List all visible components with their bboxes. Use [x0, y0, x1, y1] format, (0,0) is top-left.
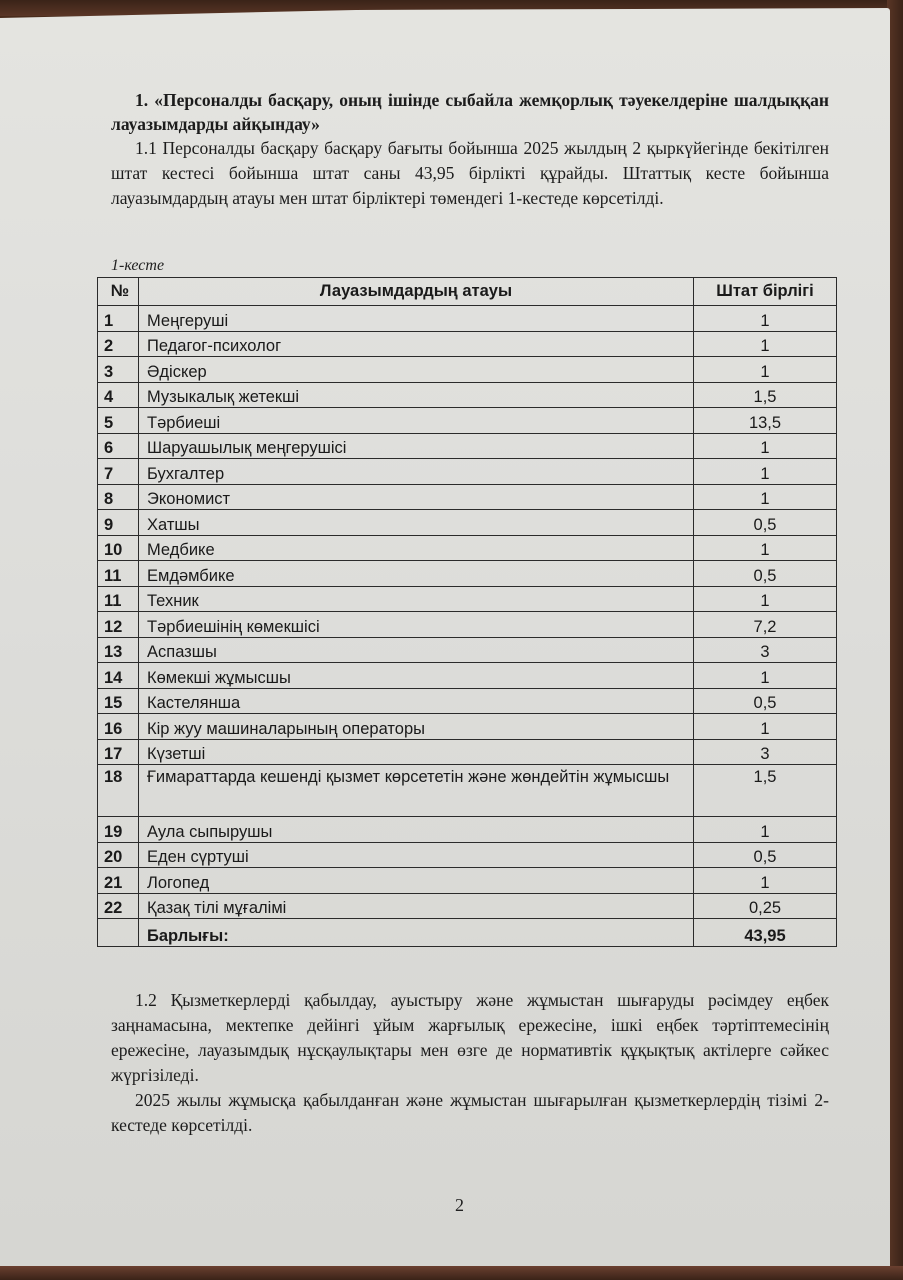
table-header-row	[98, 278, 837, 306]
position-name: Хатшы	[139, 510, 694, 536]
table-row	[98, 842, 837, 868]
staff-units: 1	[694, 484, 837, 510]
row-number: 5	[98, 408, 139, 434]
row-number: 21	[98, 868, 139, 894]
staff-units: 1	[694, 663, 837, 689]
position-name: Кір жуу машиналарының операторы	[139, 714, 694, 740]
page-number: 2	[455, 1195, 464, 1215]
position-name: Шаруашылық меңгерушісі	[139, 433, 694, 459]
position-name: Бухгалтер	[139, 459, 694, 485]
total-empty-cell	[98, 919, 139, 947]
staff-units: 3	[694, 637, 837, 663]
table-row	[98, 714, 837, 740]
row-number: 6	[98, 433, 139, 459]
staff-table	[97, 277, 837, 947]
intro-section	[111, 88, 829, 211]
table-row	[98, 817, 837, 843]
row-number: 22	[98, 893, 139, 919]
row-number: 16	[98, 714, 139, 740]
table-row	[98, 408, 837, 434]
row-number: 4	[98, 382, 139, 408]
position-name: Логопед	[139, 868, 694, 894]
row-number: 8	[98, 484, 139, 510]
row-number: 20	[98, 842, 139, 868]
table-body	[98, 306, 837, 947]
position-name: Тәрбиешінің көмекшісі	[139, 612, 694, 638]
row-number: 7	[98, 459, 139, 485]
row-number: 13	[98, 637, 139, 663]
staff-units: 1	[694, 586, 837, 612]
row-number: 3	[98, 357, 139, 383]
table-row	[98, 357, 837, 383]
table-row	[98, 459, 837, 485]
table-row	[98, 535, 837, 561]
row-number: 10	[98, 535, 139, 561]
table-row	[98, 331, 837, 357]
closing-section	[111, 988, 829, 1138]
position-name: Тәрбиеші	[139, 408, 694, 434]
table-row	[98, 510, 837, 536]
table-row	[98, 893, 837, 919]
staff-units: 13,5	[694, 408, 837, 434]
table-caption: 1-кесте	[111, 257, 165, 274]
position-name: Техник	[139, 586, 694, 612]
position-name: Ғимараттарда кешенді қызмет көрсететін және жөндейтін жұмысшы	[139, 765, 694, 817]
row-number: 14	[98, 663, 139, 689]
staff-units: 0,5	[694, 842, 837, 868]
position-name: Медбике	[139, 535, 694, 561]
position-name: Көмекші жұмысшы	[139, 663, 694, 689]
row-number: 19	[98, 817, 139, 843]
staff-units: 1,5	[694, 765, 837, 817]
row-number: 12	[98, 612, 139, 638]
table-row	[98, 484, 837, 510]
table-row	[98, 688, 837, 714]
row-number: 15	[98, 688, 139, 714]
position-name: Күзетші	[139, 739, 694, 765]
header-no: №	[98, 278, 139, 306]
position-name: Музыкалық жетекші	[139, 382, 694, 408]
table-row	[98, 306, 837, 332]
position-name: Меңгеруші	[139, 306, 694, 332]
staff-units: 1,5	[694, 382, 837, 408]
paragraph-1-1: 1.1 Персоналды басқару басқару бағыты бойынша 2025 жылдың 2 қыркүйегінде бекітілген штат кестесі бойынша штат саны 43,95 бірлікті құрайды. Штаттық кесте бойынша лауазымдардың атауы мен штат бірліктері төмендегі 1-кестеде көрсетілді.	[111, 138, 829, 208]
row-number: 11	[98, 561, 139, 587]
staff-units: 0,5	[694, 510, 837, 536]
row-number: 2	[98, 331, 139, 357]
row-number: 9	[98, 510, 139, 536]
staff-units: 1	[694, 331, 837, 357]
position-name: Педагог-психолог	[139, 331, 694, 357]
row-number: 18	[98, 765, 139, 817]
position-name: Емдәмбике	[139, 561, 694, 587]
position-name: Еден сүртуші	[139, 842, 694, 868]
staff-units: 1	[694, 306, 837, 332]
table-row	[98, 868, 837, 894]
position-name: Аспазшы	[139, 637, 694, 663]
table-row	[98, 586, 837, 612]
staff-units: 0,5	[694, 688, 837, 714]
table-total-row	[98, 919, 837, 947]
header-position-name: Лауазымдардың атауы	[139, 278, 694, 306]
staff-units: 3	[694, 739, 837, 765]
section-heading: 1. «Персоналды басқару, оның ішінде сыбайла жемқорлық тәуекелдеріне шалдыққан лауазымдарды айқындау»	[111, 90, 829, 134]
staff-units: 1	[694, 817, 837, 843]
table-row	[98, 637, 837, 663]
table-row	[98, 561, 837, 587]
staff-units: 7,2	[694, 612, 837, 638]
paragraph-1-2: 1.2 Қызметкерлерді қабылдау, ауыстыру және жұмыстан шығаруды рәсімдеу еңбек заңнамасына, мектепке дейінгі ұйым жарғылық ережесіне, ішкі еңбек тәртіптемесінің ережесіне, лауазымдық нұсқаулықтары мен өзге де нормативтік құқықтық актілерге сәйкес жүргізіледі.	[111, 990, 829, 1085]
staff-units: 0,25	[694, 893, 837, 919]
position-name: Әдіскер	[139, 357, 694, 383]
staff-units: 1	[694, 459, 837, 485]
row-number: 17	[98, 739, 139, 765]
total-value: 43,95	[694, 919, 837, 947]
staff-units: 0,5	[694, 561, 837, 587]
staff-units: 1	[694, 535, 837, 561]
table-row	[98, 433, 837, 459]
paragraph-2025: 2025 жылы жұмысқа қабылданған және жұмыстан шығарылған қызметкерлердің тізімі 2-кестеде көрсетілді.	[111, 1090, 829, 1135]
row-number: 1	[98, 306, 139, 332]
table-row	[98, 663, 837, 689]
table-surface-bottom	[0, 1266, 903, 1280]
staff-units: 1	[694, 357, 837, 383]
total-label: Барлығы:	[139, 919, 694, 947]
position-name: Экономист	[139, 484, 694, 510]
table-row	[98, 739, 837, 765]
staff-units: 1	[694, 433, 837, 459]
position-name: Кастелянша	[139, 688, 694, 714]
position-name: Қазақ тілі мұғалімі	[139, 893, 694, 919]
table-row	[98, 612, 837, 638]
staff-units: 1	[694, 714, 837, 740]
table-row	[98, 382, 837, 408]
staff-units: 1	[694, 868, 837, 894]
position-name: Аула сыпырушы	[139, 817, 694, 843]
table-row	[98, 765, 837, 817]
row-number: 11	[98, 586, 139, 612]
header-staff-units: Штат бірлігі	[694, 278, 837, 306]
